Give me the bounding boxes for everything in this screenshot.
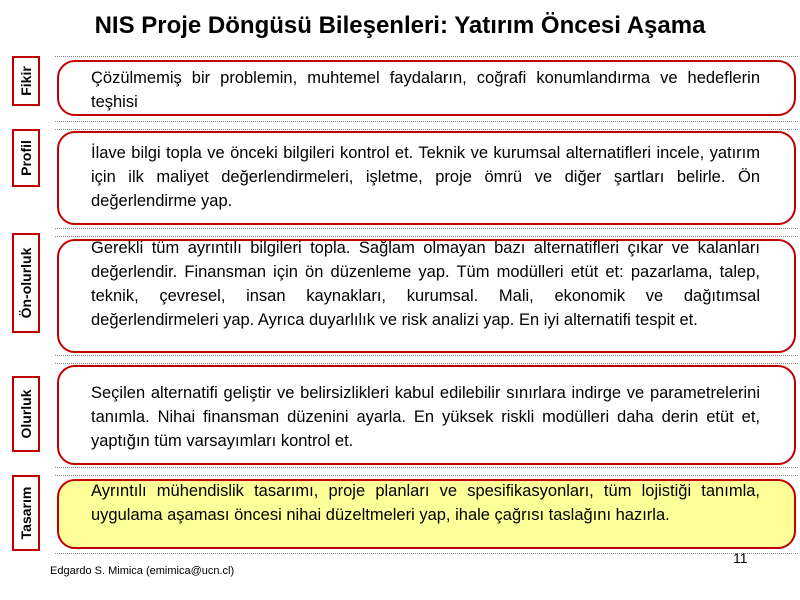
stage-label-text: Ön-olurluk	[18, 247, 34, 319]
stage-label-text: Profil	[18, 140, 34, 176]
stage-box-tasarim	[57, 479, 796, 549]
stage-label-olurluk	[12, 376, 40, 452]
stage-description: Gerekli tüm ayrıntılı bilgileri topla. Sağlam olmayan bazı alternatifleri çıkar ve kalanları değerlendir. Finansman için ön düzenleme yap. Tüm modülleri etüt et: pazarlama, talep, teknik, çevresel, insan kaynakları, kurumsal. Mali, ekonomik ve dağıtımsal değerlendirmeleri yap. Ayrıca duyarlılık ve risk analizi yap. En iyi alternatifi tespit et.	[91, 239, 760, 329]
page-title: NIS Proje Döngüsü Bileşenleri: Yatırım Öncesi Aşama	[94, 12, 706, 39]
stage-description: Çözülmemiş bir problemin, muhtemel faydaların, coğrafi konumlandırma ve hedeflerin teşhisi	[91, 69, 760, 111]
stage-description: İlave bilgi topla ve önceki bilgileri kontrol et. Teknik ve kurumsal alternatifleri incele, yatırım için ilk maliyet değerlendirmeleri, işletme, proje ömrü ve diğer şartları belirle. Ön değerlendirme yap.	[91, 144, 760, 210]
stage-description: Ayrıntılı mühendislik tasarımı, proje planları ve spesifikasyonları, tüm lojistiği tanımla, uygulama aşaması öncesi nihai düzeltmeleri yap, ihale çağrısı taslağını hazırla.	[91, 482, 760, 524]
stage-label-profil	[12, 129, 40, 187]
stage-label-text: Tasarım	[18, 486, 34, 540]
stage-label-fikir	[12, 56, 40, 106]
stage-label-tasarim	[12, 475, 40, 551]
stage-box-on-olurluk	[57, 239, 796, 353]
stage-box-profil	[57, 131, 796, 225]
stage-label-on-olurluk	[12, 233, 40, 333]
stage-label-text: Olurluk	[18, 389, 34, 439]
stage-box-fikir	[57, 60, 796, 116]
footer-author: Edgardo S. Mimica (emimica@ucn.cl)	[50, 565, 235, 577]
stage-box-olurluk	[57, 365, 796, 465]
stage-description: Seçilen alternatifi geliştir ve belirsizlikleri kabul edilebilir sınırlara indirge ve parametrelerini tanımla. Nihai finansman düzenini ayarla. En yüksek riskli modülleri daha derin etüt et, yaptığın tüm varsayımları kontrol et.	[91, 384, 760, 450]
stage-label-text: Fikir	[18, 66, 34, 96]
page-number: 11	[733, 550, 748, 566]
